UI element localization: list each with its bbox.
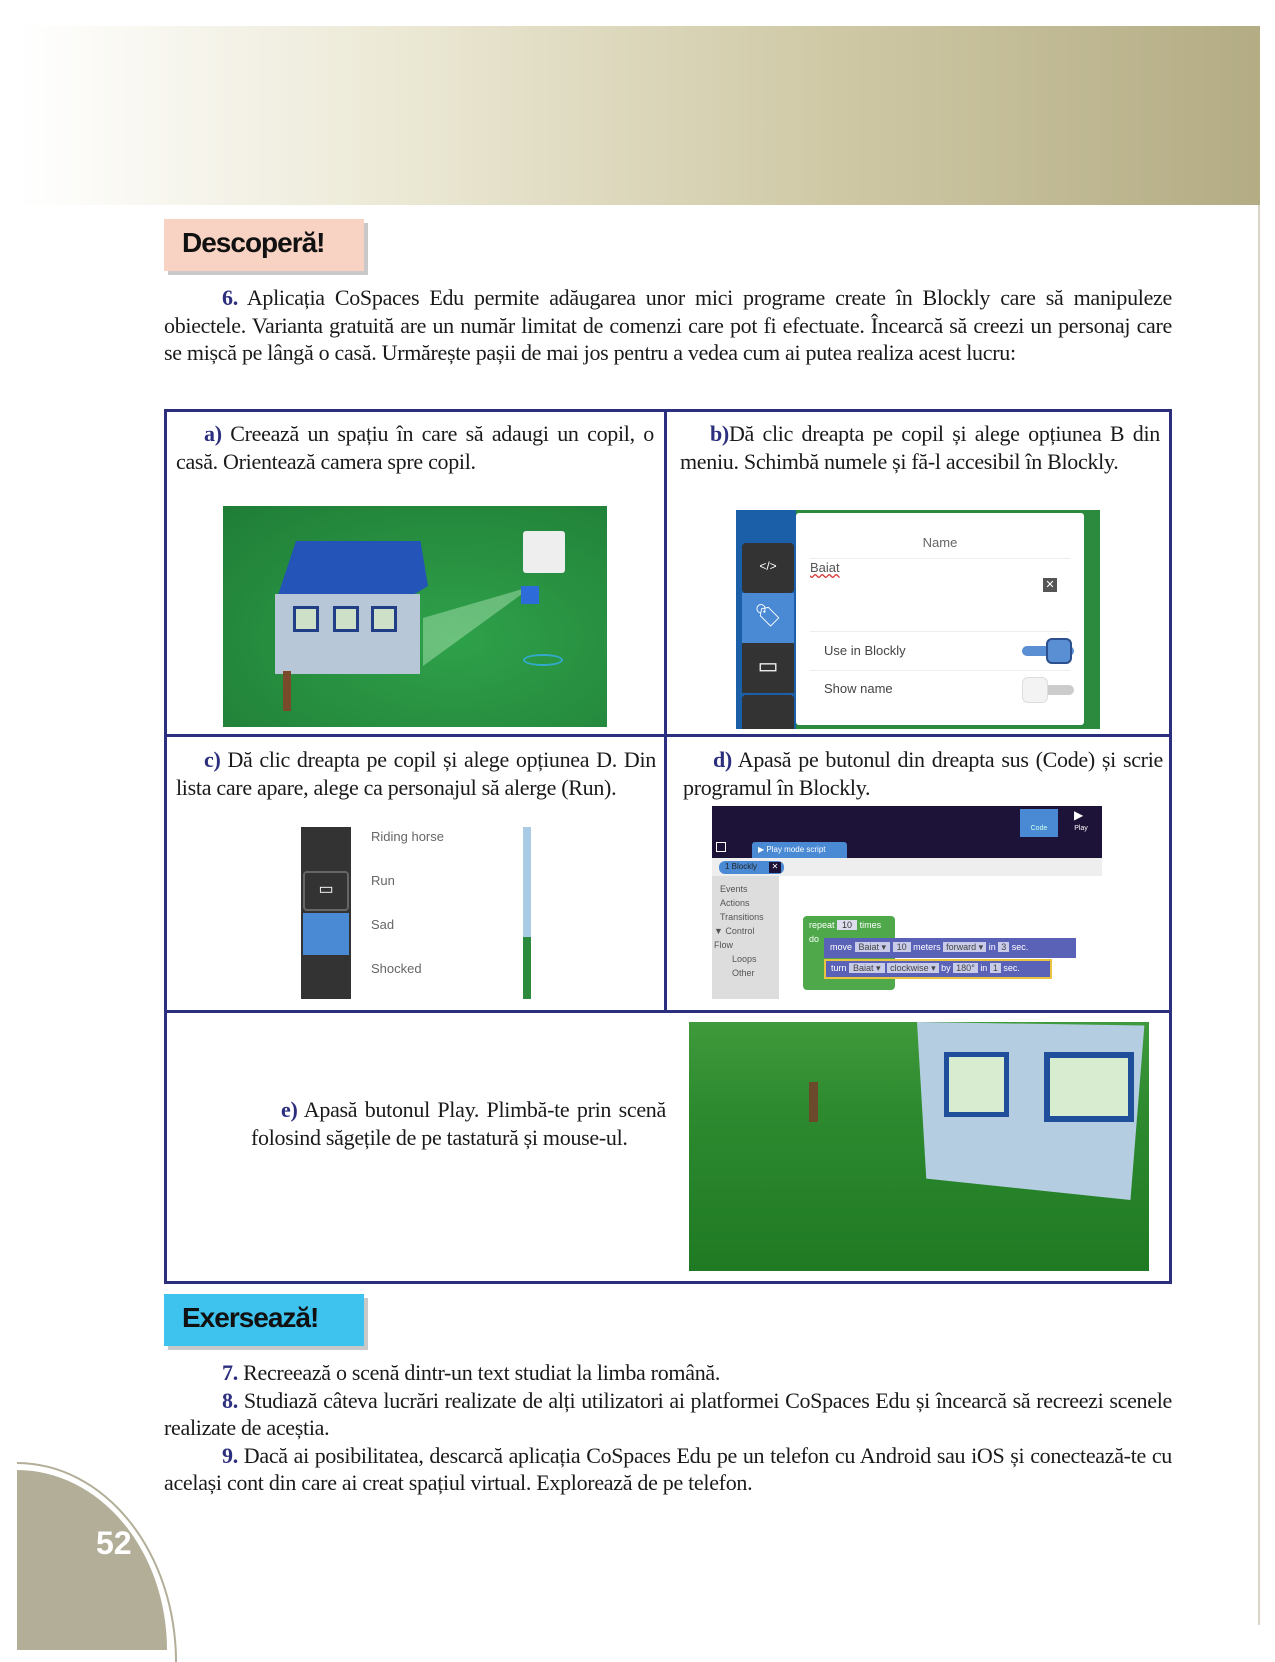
- step-label: d): [713, 747, 732, 772]
- block-text: in: [980, 963, 988, 973]
- animation-icon[interactable]: [742, 695, 794, 729]
- grid-icon[interactable]: [716, 842, 726, 852]
- name-header: Name: [922, 535, 958, 550]
- speech-bubble-icon[interactable]: ▭: [303, 871, 349, 911]
- scene-bg: [523, 937, 531, 999]
- tab-label: Play mode script: [766, 845, 826, 854]
- animation-option[interactable]: Riding horse: [371, 829, 444, 844]
- tab-play-mode-script[interactable]: ▶ Play mode script: [752, 842, 847, 858]
- play-mode-screenshot-e: [689, 1022, 1149, 1271]
- repeat-count-field[interactable]: 10: [837, 920, 857, 930]
- distance-field[interactable]: 10: [893, 942, 911, 952]
- category-list: [712, 876, 779, 999]
- time-field[interactable]: 1: [990, 963, 1001, 973]
- angle-field[interactable]: 180°: [953, 963, 978, 973]
- block-text: sec.: [1011, 942, 1029, 952]
- direction-dropdown[interactable]: forward ▾: [943, 942, 986, 952]
- intro-text: Aplicația CoSpaces Edu permite adăugarea unor mici programe create în Blockly care să manipuleze obiectele. Varianta gratuită are un număr limitat de comenzi care pot fi efectuate. Încearcă să creezi un personaj care se mișcă pe lângă o casă. Urmărește pașii de mai jos pentru a vedea cum ai putea realiza acest lucru:: [164, 285, 1172, 365]
- animation-list-screenshot-c: [301, 827, 532, 999]
- exercise-7: [164, 1359, 1172, 1387]
- scene-screenshot-a: [223, 506, 607, 727]
- show-name-toggle[interactable]: [1022, 685, 1074, 695]
- exercise-text: Dacă ai posibilitatea, descarcă aplicația CoSpaces Edu pe un telefon cu Android sau iOS și conectează-te cu același cont din care ai creat spațiul virtual. Explorează de pe telefon.: [164, 1442, 1172, 1495]
- category-item[interactable]: Actions: [720, 898, 750, 908]
- block-text: in: [988, 942, 996, 952]
- page-border: [1258, 205, 1260, 1625]
- camera-icon: [521, 586, 539, 604]
- turn-block[interactable]: [824, 959, 1052, 979]
- speech-bubble-icon[interactable]: ▭: [742, 643, 794, 693]
- window: [371, 606, 397, 632]
- window: [1044, 1052, 1134, 1122]
- page-corner: [17, 1470, 167, 1650]
- exercise-8: [164, 1387, 1172, 1442]
- name-input[interactable]: Baiat: [810, 560, 840, 575]
- object-dropdown[interactable]: Baiat ▾: [849, 963, 885, 973]
- divider: [810, 631, 1070, 632]
- practice-heading: Exersează!: [164, 1294, 364, 1346]
- step-label: c): [204, 747, 221, 772]
- row-divider: [164, 1010, 1172, 1013]
- step-e: [251, 1096, 666, 1151]
- divider: [810, 558, 1070, 559]
- step-label: e): [281, 1097, 298, 1122]
- play-label: Play: [1074, 825, 1088, 832]
- object-dropdown[interactable]: Baiat ▾: [855, 942, 891, 952]
- show-name-label: Show name: [824, 681, 893, 696]
- step-text: Apasă butonul Play. Plimbă-te prin scenă folosind săgețile de pe tastatură și mouse-ul.: [251, 1097, 666, 1150]
- code-button[interactable]: Code: [1020, 809, 1058, 837]
- divider: [810, 670, 1070, 671]
- step-d: [683, 746, 1163, 801]
- use-in-blockly-toggle[interactable]: [1022, 646, 1074, 656]
- block-text: move: [830, 942, 853, 952]
- exercise-text: Recreează o scenă dintr-un text studiat la limba română.: [243, 1360, 721, 1385]
- step-text: Dă clic dreapta pe copil și alege opțiunea D. Din lista care apare, alege ca personajul să alerge (Run).: [176, 747, 656, 800]
- column-divider: [664, 409, 667, 1013]
- window: [293, 606, 319, 632]
- row-divider: [164, 734, 1172, 737]
- exercise-list: [164, 1359, 1172, 1497]
- play-icon: ▶: [1074, 808, 1084, 822]
- step-text: Apasă pe butonul din dreapta sus (Code) și scrie programul în Blockly.: [683, 747, 1163, 800]
- step-label: b): [710, 421, 729, 446]
- script-tab-label: 1 Blockly: [725, 862, 758, 871]
- exercise-9: [164, 1442, 1172, 1497]
- step-b: [680, 420, 1160, 475]
- page-number: 52: [96, 1525, 132, 1561]
- camera-view-cone: [423, 586, 533, 666]
- move-block[interactable]: [824, 938, 1076, 958]
- time-field[interactable]: 3: [998, 942, 1009, 952]
- code-icon[interactable]: </>: [742, 543, 794, 593]
- clear-icon[interactable]: ✕: [1043, 578, 1057, 592]
- step-text: Creează un spațiu în care să adaugi un copil, o casă. Orientează camera spre copil.: [176, 421, 654, 474]
- properties-screenshot-b: [736, 510, 1100, 729]
- camera-menu: [523, 531, 565, 573]
- block-text: meters: [913, 942, 941, 952]
- block-text: sec.: [1003, 963, 1020, 973]
- category-item[interactable]: Other: [732, 968, 755, 978]
- category-item[interactable]: Events: [720, 884, 748, 894]
- exercise-number: 8.: [222, 1387, 238, 1413]
- tag-icon[interactable]: 🏷: [742, 593, 794, 643]
- exercise-number: 7.: [222, 1360, 238, 1385]
- animation-icon[interactable]: [303, 913, 349, 955]
- category-item[interactable]: Transitions: [720, 912, 764, 922]
- category-item[interactable]: ▼ Control Flow: [714, 926, 755, 950]
- animation-option-run[interactable]: Run: [371, 873, 395, 888]
- step-label: a): [204, 421, 222, 446]
- blockly-screenshot-d: [712, 806, 1102, 999]
- category-item[interactable]: Loops: [732, 954, 757, 964]
- child-figure: [283, 671, 291, 711]
- window: [333, 606, 359, 632]
- exercise-text: Studiază câteva lucrări realizate de alți utilizatori ai platformei CoSpaces Edu și încearcă să recreezi scenele realizate de aceștia.: [164, 1387, 1172, 1440]
- block-text: do: [809, 934, 820, 944]
- exercise-number: 9.: [222, 1442, 238, 1468]
- window: [944, 1052, 1009, 1117]
- rotation-dropdown[interactable]: clockwise ▾: [887, 963, 939, 973]
- properties-panel: [796, 513, 1084, 725]
- intro-paragraph: [164, 284, 1172, 367]
- step-a: [176, 420, 654, 475]
- header-band: [17, 26, 1260, 205]
- step-c: [176, 746, 656, 801]
- block-text: by: [941, 963, 951, 973]
- scrollbar[interactable]: [523, 827, 531, 937]
- close-icon[interactable]: ✕: [769, 862, 781, 873]
- animation-option[interactable]: Sad: [371, 917, 395, 932]
- block-text: turn: [831, 963, 847, 973]
- block-text: repeat: [809, 920, 835, 930]
- animation-option[interactable]: Shocked: [371, 961, 422, 976]
- block-text: times: [859, 920, 882, 930]
- selection-ring: [523, 654, 563, 666]
- exercise-number: 6.: [222, 285, 238, 310]
- step-text: Dă clic dreapta pe copil și alege opțiunea B din meniu. Schimbă numele și fă-l accesibil în Blockly.: [680, 421, 1160, 474]
- discover-heading: Descoperă!: [164, 219, 364, 271]
- child-figure: [809, 1082, 818, 1122]
- use-in-blockly-label: Use in Blockly: [824, 643, 906, 658]
